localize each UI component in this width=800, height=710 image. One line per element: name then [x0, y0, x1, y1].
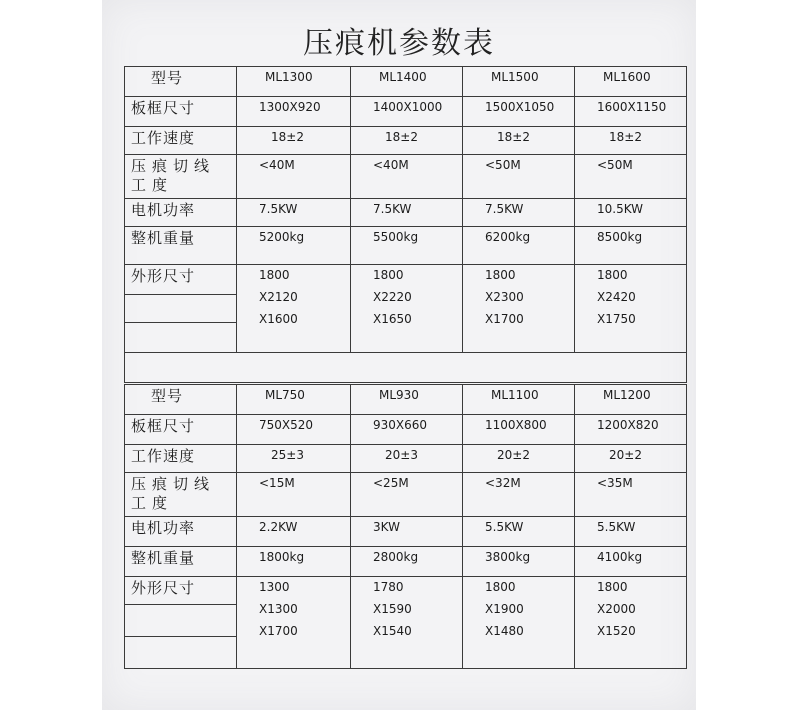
- dimension-value: 1800: [597, 268, 628, 282]
- spec-table-small-models: [124, 384, 687, 669]
- row-label: 压痕切线工度: [125, 155, 237, 199]
- row-label: 压痕切线工度: [125, 473, 237, 517]
- value-cell: 18±2: [463, 127, 575, 155]
- value-cell: <40M: [237, 155, 351, 199]
- dimension-cell: [351, 577, 463, 669]
- value-cell: 930X660: [351, 415, 463, 445]
- dimension-cell: [575, 265, 687, 353]
- value-cell: 3800kg: [463, 547, 575, 577]
- model-cell: ML1500: [463, 67, 575, 97]
- dimension-value: 1800: [259, 268, 290, 282]
- value-cell: 7.5KW: [351, 199, 463, 227]
- empty-cell: [125, 323, 237, 353]
- dimension-value: X1300: [259, 602, 298, 616]
- table-row: [125, 199, 687, 227]
- empty-cell: [125, 295, 237, 323]
- dimension-value: 1780: [373, 580, 404, 594]
- value-cell: <50M: [463, 155, 575, 199]
- value-cell: 20±2: [463, 445, 575, 473]
- value-cell: 5500kg: [351, 227, 463, 265]
- value-cell: 20±3: [351, 445, 463, 473]
- value-cell: 1400X1000: [351, 97, 463, 127]
- value-cell: 1100X800: [463, 415, 575, 445]
- separator-row: [125, 353, 687, 383]
- row-label: 型号: [125, 67, 237, 97]
- dimension-value: X1700: [259, 624, 298, 638]
- dimension-value: 1800: [373, 268, 404, 282]
- value-cell: <32M: [463, 473, 575, 517]
- value-cell: <40M: [351, 155, 463, 199]
- value-cell: 1800kg: [237, 547, 351, 577]
- value-cell: 7.5KW: [463, 199, 575, 227]
- empty-cell: [125, 353, 687, 383]
- dimension-value: X1590: [373, 602, 412, 616]
- table-row: [125, 577, 687, 605]
- value-cell: 1600X1150: [575, 97, 687, 127]
- dimension-value: X2120: [259, 290, 298, 304]
- value-cell: 18±2: [237, 127, 351, 155]
- value-cell: 25±3: [237, 445, 351, 473]
- table-row: [125, 517, 687, 547]
- model-cell: ML930: [351, 385, 463, 415]
- value-cell: 6200kg: [463, 227, 575, 265]
- spec-table-large-models: [124, 66, 687, 383]
- dimension-value: X1520: [597, 624, 636, 638]
- table-row: [125, 227, 687, 265]
- row-label: 电机功率: [125, 199, 237, 227]
- table-row: [125, 473, 687, 517]
- model-cell: ML750: [237, 385, 351, 415]
- value-cell: 18±2: [575, 127, 687, 155]
- table-row: [125, 445, 687, 473]
- model-cell: ML1300: [237, 67, 351, 97]
- row-label: 工作速度: [125, 445, 237, 473]
- dimension-value: 1800: [597, 580, 628, 594]
- dimension-value: X1540: [373, 624, 412, 638]
- value-cell: 10.5KW: [575, 199, 687, 227]
- row-label: 工作速度: [125, 127, 237, 155]
- dimension-value: X1900: [485, 602, 524, 616]
- value-cell: 2.2KW: [237, 517, 351, 547]
- value-cell: 8500kg: [575, 227, 687, 265]
- table-row: [125, 385, 687, 415]
- value-cell: 1200X820: [575, 415, 687, 445]
- value-cell: <35M: [575, 473, 687, 517]
- row-label: 电机功率: [125, 517, 237, 547]
- value-cell: 3KW: [351, 517, 463, 547]
- dimension-cell: [463, 577, 575, 669]
- table-row: [125, 547, 687, 577]
- row-label: 整机重量: [125, 227, 237, 265]
- row-label: 外形尺寸: [125, 265, 237, 295]
- dimension-value: 1300: [259, 580, 290, 594]
- model-cell: ML1100: [463, 385, 575, 415]
- dimension-value: X1650: [373, 312, 412, 326]
- value-cell: 20±2: [575, 445, 687, 473]
- table-row: [125, 127, 687, 155]
- table-row: [125, 265, 687, 295]
- dimension-cell: [351, 265, 463, 353]
- table-row: [125, 415, 687, 445]
- value-cell: 5200kg: [237, 227, 351, 265]
- dimension-value: X1600: [259, 312, 298, 326]
- value-cell: 18±2: [351, 127, 463, 155]
- value-cell: <50M: [575, 155, 687, 199]
- value-cell: 1500X1050: [463, 97, 575, 127]
- dimension-value: 1800: [485, 580, 516, 594]
- row-label: 板框尺寸: [125, 97, 237, 127]
- dimension-value: X2420: [597, 290, 636, 304]
- dimension-value: X1480: [485, 624, 524, 638]
- value-cell: <25M: [351, 473, 463, 517]
- dimension-value: 1800: [485, 268, 516, 282]
- dimension-cell: [237, 577, 351, 669]
- model-cell: ML1200: [575, 385, 687, 415]
- table-row: [125, 155, 687, 199]
- value-cell: 5.5KW: [463, 517, 575, 547]
- value-cell: 750X520: [237, 415, 351, 445]
- empty-cell: [125, 605, 237, 637]
- model-cell: ML1600: [575, 67, 687, 97]
- model-cell: ML1400: [351, 67, 463, 97]
- value-cell: 7.5KW: [237, 199, 351, 227]
- dimension-cell: [575, 577, 687, 669]
- row-label: 型号: [125, 385, 237, 415]
- empty-cell: [125, 637, 237, 669]
- value-cell: <15M: [237, 473, 351, 517]
- dimension-cell: [463, 265, 575, 353]
- table-row: [125, 97, 687, 127]
- dimension-value: X2300: [485, 290, 524, 304]
- value-cell: 4100kg: [575, 547, 687, 577]
- value-cell: 2800kg: [351, 547, 463, 577]
- row-label: 外形尺寸: [125, 577, 237, 605]
- dimension-value: X2000: [597, 602, 636, 616]
- document-title: 压痕机参数表: [303, 26, 495, 61]
- dimension-value: X1750: [597, 312, 636, 326]
- table-row: [125, 67, 687, 97]
- dimension-value: X1700: [485, 312, 524, 326]
- value-cell: 1300X920: [237, 97, 351, 127]
- dimension-cell: [237, 265, 351, 353]
- row-label: 整机重量: [125, 547, 237, 577]
- row-label: 板框尺寸: [125, 415, 237, 445]
- value-cell: 5.5KW: [575, 517, 687, 547]
- dimension-value: X2220: [373, 290, 412, 304]
